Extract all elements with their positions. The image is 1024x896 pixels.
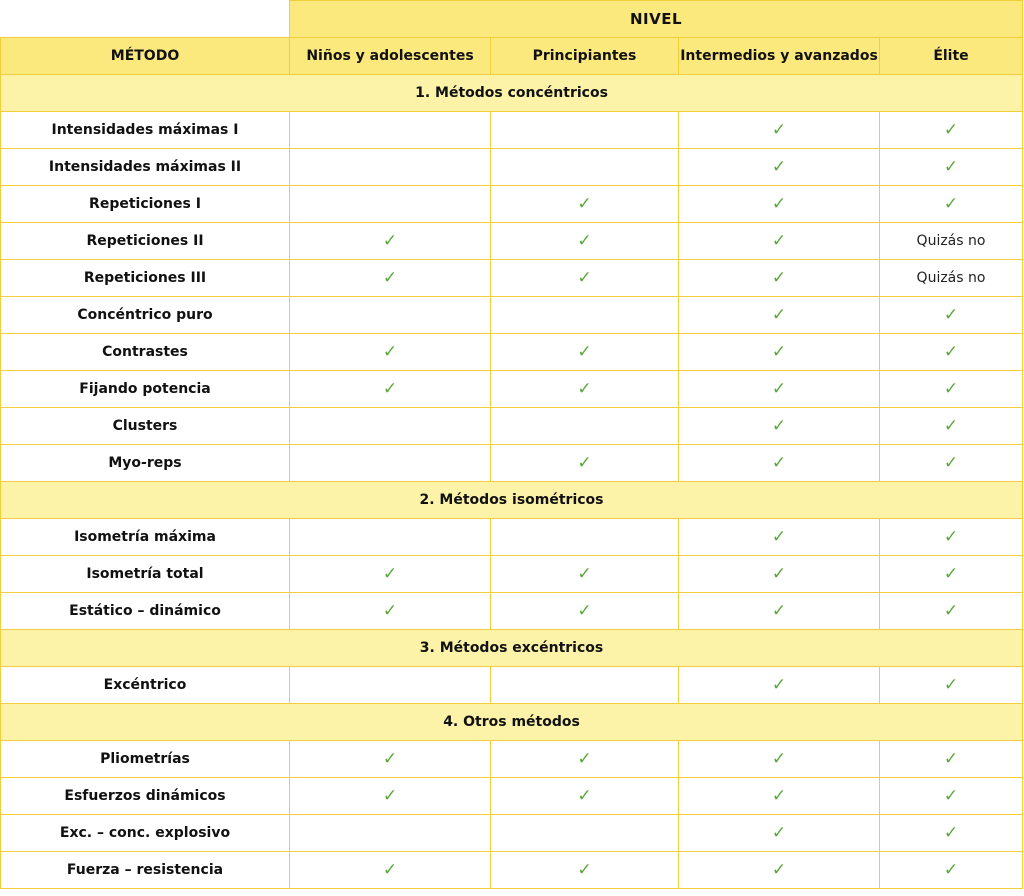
check-icon: ✓: [771, 600, 787, 621]
level-cell: [290, 519, 491, 556]
level-cell: [290, 408, 491, 445]
level-cell: [491, 852, 679, 889]
check-icon: ✓: [382, 859, 398, 880]
level-cell: [679, 408, 880, 445]
check-icon: ✓: [577, 230, 592, 251]
table-row: [1, 519, 1023, 556]
check-icon: ✓: [577, 267, 592, 288]
check-icon: ✓: [943, 526, 959, 547]
level-cell: [679, 778, 880, 815]
table-row: [1, 408, 1023, 445]
table-row: [1, 778, 1023, 815]
check-icon: ✓: [577, 193, 592, 214]
level-cell: [290, 593, 491, 630]
level-cell: [290, 556, 491, 593]
check-icon: ✓: [382, 230, 398, 251]
col-header-ninos: Niños y adolescentes: [290, 38, 491, 75]
check-icon: ✓: [943, 600, 959, 621]
check-icon: ✓: [943, 119, 959, 140]
section-title: 1. Métodos concéntricos: [1, 75, 1023, 112]
check-icon: ✓: [943, 193, 959, 214]
level-cell: [880, 815, 1023, 852]
check-icon: ✓: [577, 378, 592, 399]
level-cell: [491, 815, 679, 852]
check-icon: ✓: [943, 341, 959, 362]
level-cell: [880, 556, 1023, 593]
level-cell: [491, 593, 679, 630]
level-cell: [880, 593, 1023, 630]
check-icon: ✓: [771, 748, 787, 769]
level-cell: [880, 778, 1023, 815]
level-cell: [880, 371, 1023, 408]
check-icon: ✓: [943, 156, 959, 177]
level-cell: [679, 149, 880, 186]
method-name: Concéntrico puro: [1, 297, 290, 334]
level-cell: [491, 445, 679, 482]
method-name: Intensidades máximas II: [1, 149, 290, 186]
level-cell: [679, 371, 880, 408]
check-icon: ✓: [577, 600, 592, 621]
level-cell: [491, 556, 679, 593]
level-cell: [491, 223, 679, 260]
check-icon: ✓: [382, 785, 398, 806]
level-cell: [491, 667, 679, 704]
level-cell: [290, 149, 491, 186]
level-cell: [880, 186, 1023, 223]
check-icon: ✓: [382, 600, 398, 621]
col-header-metodo: MÉTODO: [1, 38, 290, 75]
section-row: [1, 704, 1023, 741]
check-icon: ✓: [577, 452, 592, 473]
level-cell: [491, 260, 679, 297]
check-icon: ✓: [771, 378, 787, 399]
table-row: [1, 741, 1023, 778]
check-icon: ✓: [943, 674, 959, 695]
check-icon: ✓: [943, 785, 959, 806]
level-cell: [880, 223, 1023, 260]
table-row: [1, 371, 1023, 408]
section-title: 4. Otros métodos: [1, 704, 1023, 741]
level-cell: [290, 667, 491, 704]
check-icon: ✓: [382, 341, 398, 362]
table-row: [1, 667, 1023, 704]
table-row: [1, 852, 1023, 889]
check-icon: ✓: [771, 526, 787, 547]
level-cell: [491, 741, 679, 778]
method-name: Isometría total: [1, 556, 290, 593]
method-name: Repeticiones II: [1, 223, 290, 260]
method-name: Myo-reps: [1, 445, 290, 482]
table-row: [1, 815, 1023, 852]
check-icon: ✓: [943, 415, 959, 436]
check-icon: ✓: [577, 859, 592, 880]
table-body: [1, 75, 1023, 889]
method-name: Pliometrías: [1, 741, 290, 778]
nivel-header: NIVEL: [290, 1, 1023, 38]
level-cell: [679, 445, 880, 482]
level-cell: [880, 297, 1023, 334]
level-cell: [290, 778, 491, 815]
check-icon: ✓: [771, 304, 787, 325]
level-cell: [491, 112, 679, 149]
table-row: [1, 445, 1023, 482]
check-icon: ✓: [771, 119, 787, 140]
level-cell: [880, 667, 1023, 704]
blank-corner: [1, 1, 290, 38]
table-row: [1, 112, 1023, 149]
check-icon: ✓: [771, 341, 787, 362]
nivel-row: [1, 1, 1023, 38]
check-icon: ✓: [943, 748, 959, 769]
check-icon: ✓: [771, 230, 787, 251]
level-cell: [880, 112, 1023, 149]
check-icon: ✓: [943, 822, 959, 843]
level-cell: [880, 260, 1023, 297]
check-icon: ✓: [382, 378, 398, 399]
level-cell: [290, 223, 491, 260]
check-icon: ✓: [577, 341, 592, 362]
level-cell: [290, 445, 491, 482]
method-name: Estático – dinámico: [1, 593, 290, 630]
level-cell: [679, 223, 880, 260]
table-row: [1, 297, 1023, 334]
level-cell: [679, 260, 880, 297]
check-icon: ✓: [771, 452, 787, 473]
table-row: [1, 223, 1023, 260]
table-row: [1, 556, 1023, 593]
table-row: [1, 149, 1023, 186]
check-icon: ✓: [943, 304, 959, 325]
level-cell: [679, 741, 880, 778]
check-icon: ✓: [577, 785, 592, 806]
level-cell: [290, 112, 491, 149]
level-cell: [290, 297, 491, 334]
level-cell: [290, 371, 491, 408]
level-cell: [290, 260, 491, 297]
check-icon: ✓: [382, 267, 398, 288]
level-cell: [290, 334, 491, 371]
method-name: Intensidades máximas I: [1, 112, 290, 149]
check-icon: ✓: [771, 859, 787, 880]
col-header-principiantes: Principiantes: [491, 38, 679, 75]
check-icon: ✓: [943, 452, 959, 473]
check-icon: ✓: [943, 563, 959, 584]
level-cell: [679, 556, 880, 593]
table-row: [1, 593, 1023, 630]
column-header-row: [1, 38, 1023, 75]
level-cell: [679, 112, 880, 149]
check-icon: ✓: [771, 156, 787, 177]
check-icon: ✓: [771, 785, 787, 806]
method-name: Isometría máxima: [1, 519, 290, 556]
section-title: 3. Métodos excéntricos: [1, 630, 1023, 667]
table-row: [1, 186, 1023, 223]
level-cell: [880, 334, 1023, 371]
check-icon: ✓: [771, 415, 787, 436]
method-name: Fuerza – resistencia: [1, 852, 290, 889]
level-cell: [679, 186, 880, 223]
check-icon: ✓: [382, 748, 398, 769]
method-name: Repeticiones I: [1, 186, 290, 223]
check-icon: ✓: [577, 748, 592, 769]
method-name: Excéntrico: [1, 667, 290, 704]
level-cell: [679, 667, 880, 704]
level-cell: [290, 815, 491, 852]
level-cell: [880, 149, 1023, 186]
level-cell: [491, 297, 679, 334]
level-cell: [880, 852, 1023, 889]
level-cell: [290, 852, 491, 889]
check-icon: ✓: [943, 859, 959, 880]
check-icon: ✓: [771, 563, 787, 584]
level-cell: [880, 408, 1023, 445]
check-icon: ✓: [771, 193, 787, 214]
level-cell: [491, 519, 679, 556]
level-cell: [491, 408, 679, 445]
col-header-intermedios: Intermedios y avanzados: [679, 38, 880, 75]
level-cell: [880, 445, 1023, 482]
level-cell: [491, 334, 679, 371]
level-cell: [679, 852, 880, 889]
level-cell: [679, 815, 880, 852]
level-cell: [880, 741, 1023, 778]
section-title: 2. Métodos isométricos: [1, 482, 1023, 519]
table-row: [1, 334, 1023, 371]
level-cell: [491, 371, 679, 408]
method-name: Clusters: [1, 408, 290, 445]
level-note: Quizás no: [916, 233, 986, 249]
check-icon: ✓: [943, 378, 959, 399]
level-cell: [290, 186, 491, 223]
check-icon: ✓: [771, 674, 787, 695]
method-name: Exc. – conc. explosivo: [1, 815, 290, 852]
check-icon: ✓: [577, 563, 592, 584]
method-name: Fijando potencia: [1, 371, 290, 408]
level-cell: [491, 186, 679, 223]
section-row: [1, 75, 1023, 112]
col-header-elite: Élite: [880, 38, 1023, 75]
level-cell: [880, 519, 1023, 556]
method-name: Contrastes: [1, 334, 290, 371]
level-cell: [679, 593, 880, 630]
method-name: Repeticiones III: [1, 260, 290, 297]
table-row: [1, 260, 1023, 297]
level-note: Quizás no: [916, 270, 986, 286]
level-cell: [679, 297, 880, 334]
check-icon: ✓: [771, 267, 787, 288]
level-cell: [491, 149, 679, 186]
section-row: [1, 630, 1023, 667]
check-icon: ✓: [382, 563, 398, 584]
section-row: [1, 482, 1023, 519]
level-cell: [491, 778, 679, 815]
method-name: Esfuerzos dinámicos: [1, 778, 290, 815]
level-cell: [290, 741, 491, 778]
check-icon: ✓: [771, 822, 787, 843]
level-cell: [679, 334, 880, 371]
level-cell: [679, 519, 880, 556]
